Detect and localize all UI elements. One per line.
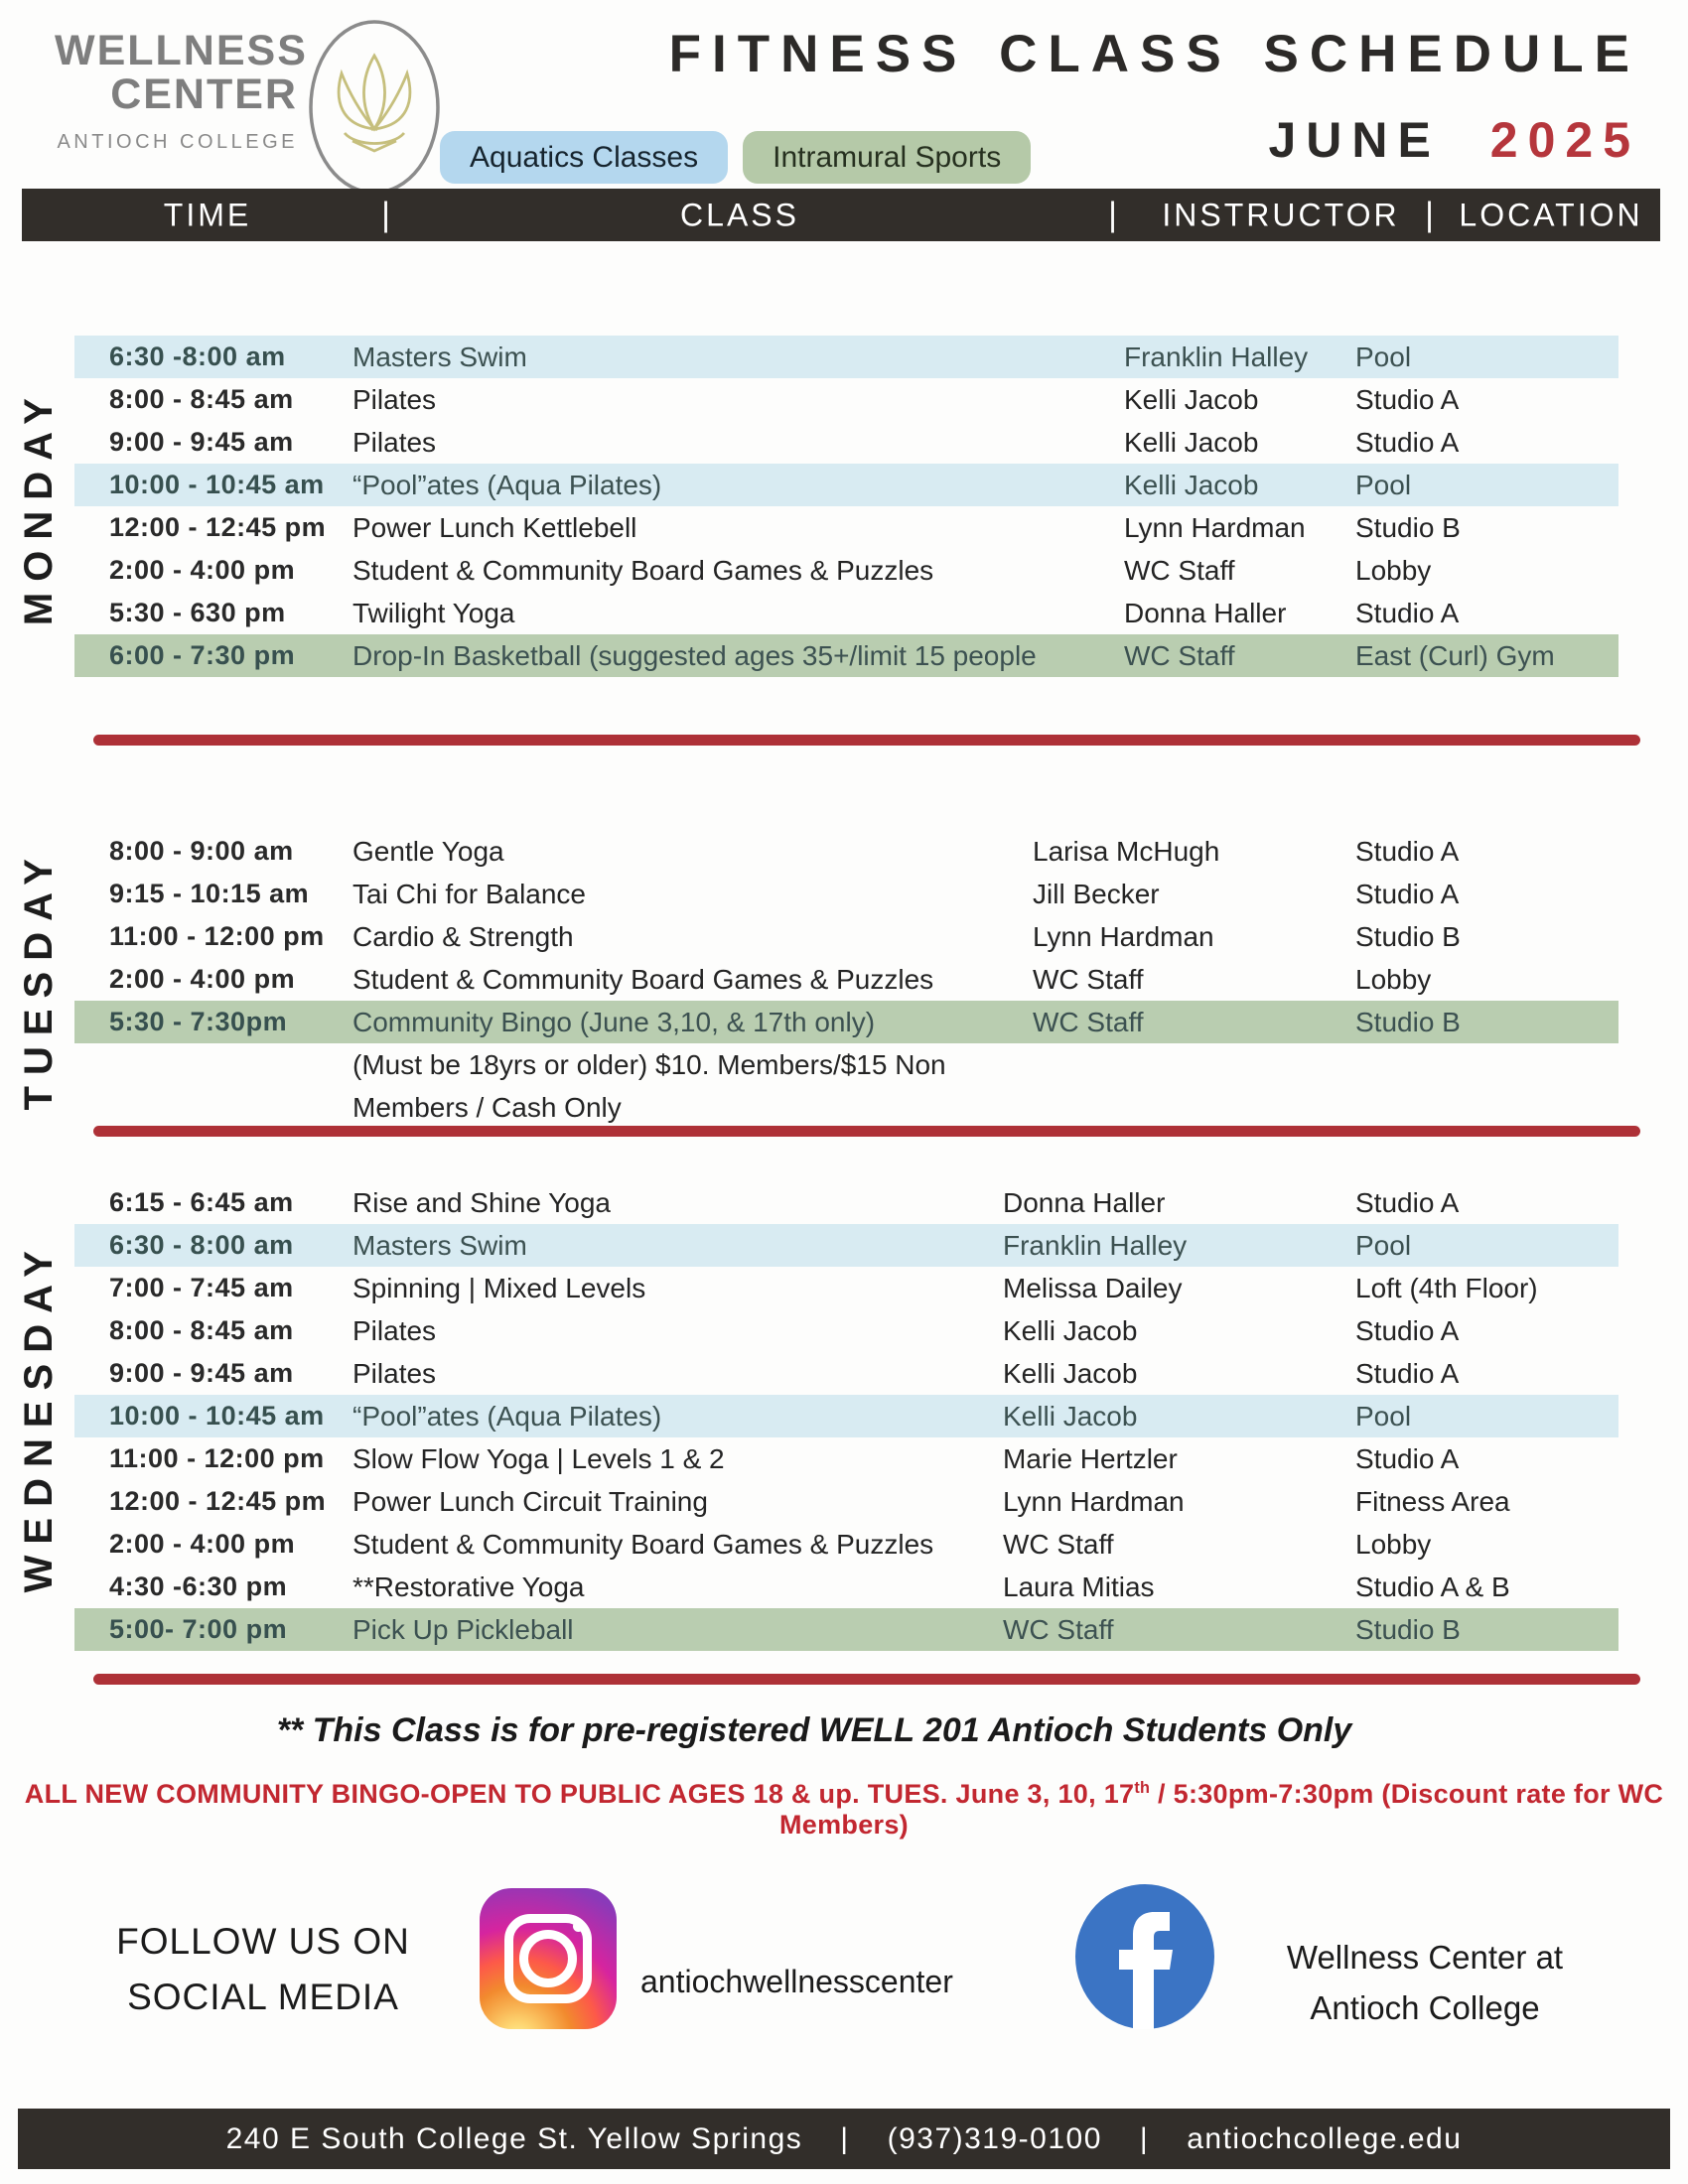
instructor-cell: Jill Becker — [1033, 878, 1160, 909]
location-cell: Studio A — [1355, 1357, 1460, 1389]
schedule-row — [74, 1608, 1618, 1651]
class-cell: Community Bingo (June 3,10, & 17th only) — [352, 1006, 876, 1037]
schedule-row — [74, 592, 1618, 634]
bingo-note-text: / 5:30pm-7:30pm (Discount rate for WC Members) — [779, 1779, 1664, 1840]
class-cell: Gentle Yoga — [352, 835, 504, 867]
schedule-row — [74, 378, 1618, 421]
time-cell: 10:00 - 10:45 am — [109, 1401, 325, 1431]
location-cell: Lobby — [1355, 963, 1432, 995]
location-cell: Studio A & B — [1355, 1570, 1510, 1602]
contact-footer-bar — [18, 2109, 1670, 2169]
class-cell: Pilates — [352, 1314, 437, 1346]
instructor-cell: Lynn Hardman — [1033, 920, 1214, 952]
well201-note: ** This Class is for pre-registered WELL 201 Antioch Students Only — [276, 1711, 1352, 1749]
footer-separator: | — [840, 2121, 850, 2155]
follow-us-line2: SOCIAL MEDIA — [127, 1976, 399, 2017]
tuesday-schedule-table — [74, 830, 1618, 1129]
instructor-cell: Donna Haller — [1124, 597, 1287, 628]
time-cell: 12:00 - 12:45 pm — [109, 512, 327, 542]
class-cell: “Pool”ates (Aqua Pilates) — [352, 1400, 662, 1432]
instructor-cell: Larisa McHugh — [1033, 835, 1220, 867]
time-cell: 12:00 - 12:45 pm — [109, 1486, 327, 1516]
class-cell: Cardio & Strength — [352, 920, 574, 952]
schedule-row — [74, 958, 1618, 1001]
location-cell: East (Curl) Gym — [1355, 639, 1555, 671]
location-cell: Studio A — [1355, 597, 1460, 628]
time-cell: 2:00 - 4:00 pm — [109, 1529, 296, 1559]
class-continuation-text: (Must be 18yrs or older) $10. Members/$15 Non — [352, 1048, 946, 1080]
footer-address: 240 E South College St. Yellow Springs — [225, 2121, 803, 2155]
facebook-page-name — [1236, 1932, 1614, 2033]
location-cell: Lobby — [1355, 1528, 1432, 1560]
facebook-icon — [1075, 1884, 1214, 2029]
class-cell: Power Lunch Kettlebell — [352, 511, 637, 543]
instructor-cell: Kelli Jacob — [1003, 1357, 1138, 1389]
schedule-row — [74, 1437, 1618, 1480]
time-cell: 11:00 - 12:00 pm — [109, 1443, 325, 1473]
section-divider — [93, 1126, 1640, 1137]
class-cell: Drop-In Basketball (suggested ages 35+/limit 15 people — [352, 639, 1037, 671]
time-cell: 6:30 -8:00 am — [109, 341, 286, 371]
page-title: FITNESS CLASS SCHEDULE — [668, 25, 1640, 83]
schedule-row — [74, 1352, 1618, 1395]
schedule-row — [74, 1224, 1618, 1267]
column-separator: | — [381, 196, 393, 233]
schedule-row — [74, 464, 1618, 506]
instagram-camera-flash-dot — [573, 1921, 584, 1932]
facebook-page-line2: Antioch College — [1310, 1989, 1540, 2027]
time-cell: 7:00 - 7:45 am — [109, 1273, 294, 1302]
logo-wellness: WELLNESS — [55, 27, 308, 74]
facebook-page-line1: Wellness Center at — [1286, 1939, 1564, 1976]
location-cell: Studio A — [1355, 1314, 1460, 1346]
time-cell: 2:00 - 4:00 pm — [109, 555, 296, 585]
class-cell: Student & Community Board Games & Puzzles — [352, 963, 934, 995]
location-cell: Studio B — [1355, 1613, 1461, 1645]
schedule-row — [74, 421, 1618, 464]
column-separator: | — [1425, 196, 1437, 233]
section-divider — [93, 1674, 1640, 1685]
instructor-cell: Laura Mitias — [1003, 1570, 1155, 1602]
time-cell: 6:30 - 8:00 am — [109, 1230, 294, 1260]
instructor-cell: Melissa Dailey — [1003, 1272, 1183, 1303]
instagram-handle: antiochwellnesscenter — [640, 1964, 953, 1999]
class-cell: Masters Swim — [352, 341, 527, 372]
location-cell: Studio B — [1355, 1006, 1461, 1037]
location-cell: Fitness Area — [1355, 1485, 1510, 1517]
class-cell: Twilight Yoga — [352, 597, 515, 628]
schedule-row — [74, 1181, 1618, 1224]
time-cell: 2:00 - 4:00 pm — [109, 964, 296, 994]
class-cell: “Pool”ates (Aqua Pilates) — [352, 469, 662, 500]
time-cell: 11:00 - 12:00 pm — [109, 921, 325, 951]
day-label-wednesday: WEDNESDAY — [16, 1239, 61, 1593]
class-cell: **Restorative Yoga — [352, 1570, 585, 1602]
instructor-cell: Donna Haller — [1003, 1186, 1166, 1218]
instructor-cell: WC Staff — [1003, 1613, 1114, 1645]
schedule-row — [74, 1480, 1618, 1523]
schedule-year: 2025 — [1489, 112, 1640, 168]
time-cell: 5:30 - 7:30pm — [109, 1007, 288, 1036]
time-cell: 6:15 - 6:45 am — [109, 1187, 294, 1217]
location-cell: Studio A — [1355, 878, 1460, 909]
instructor-cell: Kelli Jacob — [1003, 1400, 1138, 1432]
follow-us-line1: FOLLOW US ON — [116, 1921, 410, 1962]
time-cell: 8:00 - 9:00 am — [109, 836, 294, 866]
class-cell: Pilates — [352, 426, 437, 458]
follow-us-heading — [74, 1914, 452, 2024]
schedule-row — [74, 1566, 1618, 1608]
logo-antioch-college: ANTIOCH COLLEGE — [57, 130, 298, 153]
legend-aquatics-classes: Aquatics Classes — [440, 131, 728, 184]
time-cell: 10:00 - 10:45 am — [109, 470, 325, 499]
schedule-row — [74, 1309, 1618, 1352]
class-cell: Tai Chi for Balance — [352, 878, 587, 909]
instructor-cell: WC Staff — [1003, 1528, 1114, 1560]
legend-intramural-sports: Intramural Sports — [743, 131, 1031, 184]
time-cell: 9:15 - 10:15 am — [109, 879, 310, 908]
instructor-cell: Kelli Jacob — [1124, 426, 1259, 458]
location-cell: Loft (4th Floor) — [1355, 1272, 1538, 1303]
schedule-row — [74, 1267, 1618, 1309]
column-header-instructor: INSTRUCTOR — [1162, 197, 1400, 232]
class-cell: Power Lunch Circuit Training — [352, 1485, 708, 1517]
instructor-cell: WC Staff — [1124, 554, 1235, 586]
legend — [440, 131, 1031, 184]
logo-text — [55, 27, 308, 154]
column-header-time: TIME — [163, 197, 252, 232]
time-cell: 9:00 - 9:45 am — [109, 1358, 294, 1388]
instructor-cell: Kelli Jacob — [1124, 469, 1259, 500]
location-cell: Pool — [1355, 1229, 1412, 1261]
schedule-row — [74, 1523, 1618, 1566]
location-cell: Studio A — [1355, 383, 1460, 415]
location-cell: Pool — [1355, 1400, 1412, 1432]
instructor-cell: Kelli Jacob — [1003, 1314, 1138, 1346]
schedule-row — [74, 915, 1618, 958]
bingo-note — [0, 1779, 1688, 1841]
instructor-cell: WC Staff — [1033, 963, 1144, 995]
instructor-cell: Marie Hertzler — [1003, 1442, 1178, 1474]
class-cell: Pilates — [352, 1357, 437, 1389]
class-cell: Masters Swim — [352, 1229, 527, 1261]
schedule-date — [1268, 111, 1640, 169]
column-separator: | — [1108, 196, 1120, 233]
day-label-tuesday: TUESDAY — [16, 848, 61, 1111]
schedule-row-continuation — [74, 1043, 1618, 1086]
lotus-flower-icon — [305, 16, 444, 205]
instructor-cell: Kelli Jacob — [1124, 383, 1259, 415]
class-continuation-text: Members / Cash Only — [352, 1091, 622, 1123]
column-header-bar — [22, 189, 1660, 241]
schedule-row-continuation — [74, 1086, 1618, 1129]
time-cell: 4:30 -6:30 pm — [109, 1571, 288, 1601]
instructor-cell: WC Staff — [1033, 1006, 1144, 1037]
schedule-row — [74, 830, 1618, 873]
wellness-center-logo — [55, 22, 452, 201]
class-cell: Spinning | Mixed Levels — [352, 1272, 646, 1303]
time-cell: 5:00- 7:00 pm — [109, 1614, 288, 1644]
time-cell: 5:30 - 630 pm — [109, 598, 286, 627]
schedule-row — [74, 873, 1618, 915]
location-cell: Studio B — [1355, 511, 1461, 543]
logo-center: CENTER — [110, 69, 298, 118]
day-label-monday: MONDAY — [16, 386, 61, 626]
location-cell: Lobby — [1355, 554, 1432, 586]
location-cell: Studio A — [1355, 1442, 1460, 1474]
wednesday-schedule-table — [74, 1181, 1618, 1651]
location-cell: Studio A — [1355, 426, 1460, 458]
column-header-location: LOCATION — [1459, 197, 1643, 232]
time-cell: 9:00 - 9:45 am — [109, 427, 294, 457]
class-cell: Student & Community Board Games & Puzzles — [352, 1528, 934, 1560]
bingo-note-text: ALL NEW COMMUNITY BINGO-OPEN TO PUBLIC AGES 18 & up. TUES. June 3, 10, 17 — [24, 1779, 1135, 1809]
column-header-class: CLASS — [680, 197, 799, 232]
footer-separator: | — [1139, 2121, 1150, 2155]
schedule-row — [74, 549, 1618, 592]
instagram-camera-lens — [519, 1930, 577, 1987]
footer-website: antiochcollege.edu — [1187, 2121, 1463, 2155]
location-cell: Studio A — [1355, 1186, 1460, 1218]
class-cell: Student & Community Board Games & Puzzles — [352, 554, 934, 586]
location-cell: Studio A — [1355, 835, 1460, 867]
location-cell: Pool — [1355, 341, 1412, 372]
monday-schedule-table — [74, 336, 1618, 677]
class-cell: Pick Up Pickleball — [352, 1613, 574, 1645]
time-cell: 8:00 - 8:45 am — [109, 1315, 294, 1345]
instructor-cell: Franklin Halley — [1003, 1229, 1188, 1261]
section-divider — [93, 735, 1640, 746]
class-cell: Slow Flow Yoga | Levels 1 & 2 — [352, 1442, 725, 1474]
instructor-cell: WC Staff — [1124, 639, 1235, 671]
schedule-row — [74, 634, 1618, 677]
schedule-month: JUNE — [1268, 112, 1441, 168]
schedule-row — [74, 1395, 1618, 1437]
schedule-row — [74, 336, 1618, 378]
location-cell: Pool — [1355, 469, 1412, 500]
bingo-note-superscript: th — [1134, 1779, 1151, 1797]
class-cell: Pilates — [352, 383, 437, 415]
time-cell: 8:00 - 8:45 am — [109, 384, 294, 414]
schedule-row — [74, 506, 1618, 549]
class-cell: Rise and Shine Yoga — [352, 1186, 611, 1218]
instructor-cell: Franklin Halley — [1124, 341, 1309, 372]
instagram-icon — [480, 1888, 617, 2029]
schedule-row — [74, 1001, 1618, 1043]
instructor-cell: Lynn Hardman — [1003, 1485, 1185, 1517]
location-cell: Studio B — [1355, 920, 1461, 952]
time-cell: 6:00 - 7:30 pm — [109, 640, 296, 670]
instructor-cell: Lynn Hardman — [1124, 511, 1306, 543]
footer-phone: (937)319-0100 — [887, 2121, 1102, 2155]
